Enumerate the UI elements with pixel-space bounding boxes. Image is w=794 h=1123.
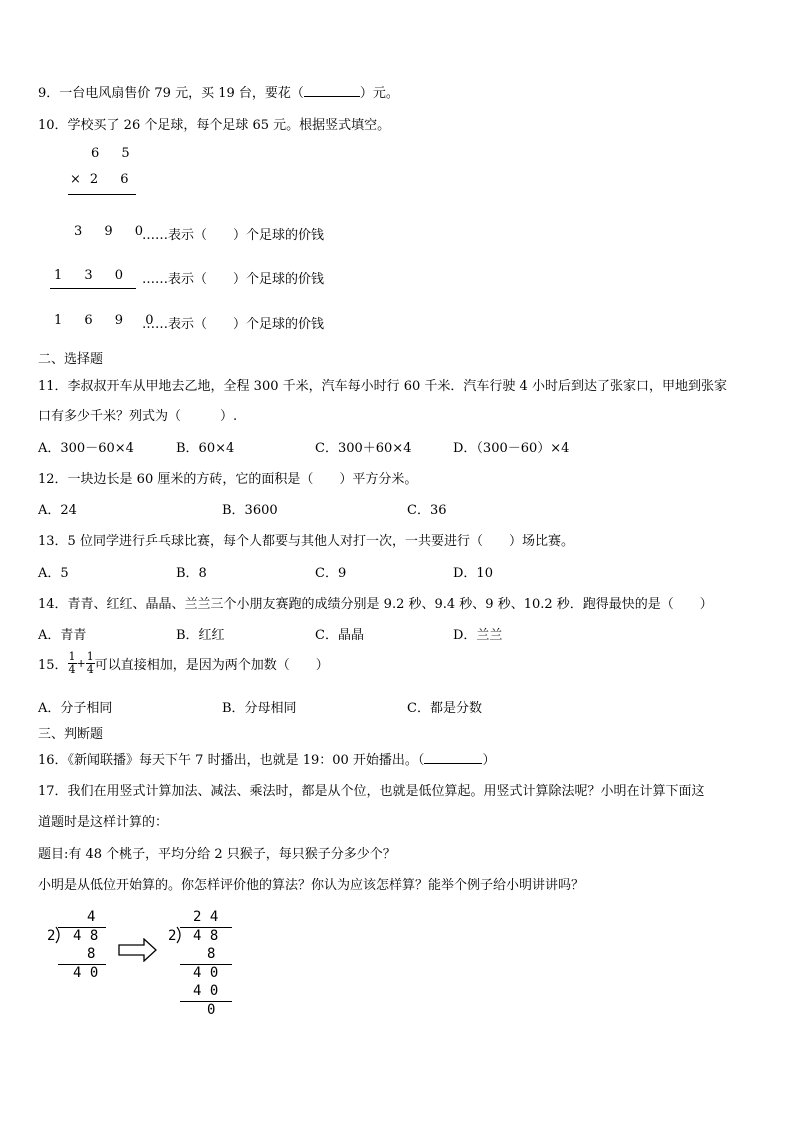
- option-d[interactable]: [453, 624, 502, 643]
- q16-text-end: ）: [482, 753, 496, 768]
- option-c[interactable]: C．都是分数: [407, 701, 482, 716]
- q16-text: 16．《新闻联播》每天下午 7 时播出，也就是 19：00 开始播出。（: [38, 753, 425, 768]
- q9-text-end: ）元。: [359, 86, 399, 101]
- option-b[interactable]: B．红红: [176, 628, 225, 643]
- fraction-2: [86, 651, 95, 676]
- answer-blank[interactable]: [424, 751, 482, 764]
- partial-note-2: ……表示（ ）个足球的价钱: [142, 272, 325, 287]
- question-16: [38, 749, 495, 768]
- option-c[interactable]: C．晶晶: [315, 628, 364, 643]
- partial-product-2: 1 3 0: [54, 268, 133, 283]
- q15-number: 15．: [38, 658, 68, 673]
- option-b[interactable]: B．分母相同: [222, 701, 297, 716]
- calc-line: [68, 194, 136, 195]
- answer-blank[interactable]: [304, 84, 360, 97]
- left-divisor: 2: [47, 928, 56, 944]
- question-17-line2: 道题时是这样计算的：: [38, 815, 169, 830]
- fraction-numerator: 1: [86, 650, 94, 663]
- question-11-line2: 口有多少千米？列式为（ ）.: [38, 409, 238, 424]
- left-step1: 8: [87, 946, 96, 962]
- right-step2: 4 0: [193, 965, 219, 981]
- fraction-1: [68, 651, 77, 676]
- option-a[interactable]: A．300－60×4: [38, 441, 134, 456]
- fraction-numerator: 1: [68, 650, 76, 663]
- partial-product-1: 3 9 0: [74, 224, 153, 239]
- option-d[interactable]: D．（300－60）×4: [453, 441, 570, 456]
- left-quotient: 4: [87, 909, 96, 925]
- product: 1 6 9 0: [54, 313, 163, 328]
- fraction-denominator: 4: [86, 663, 94, 676]
- plus-sign: +: [76, 657, 86, 670]
- calc-line: [50, 288, 136, 289]
- option-a[interactable]: A．分子相同: [38, 701, 113, 716]
- division-line: [180, 1001, 232, 1002]
- question-13: 13．5 位同学进行乒乓球比赛，每个人都要与其他人对打一次，一共要进行（ ）场比赛。: [38, 534, 574, 549]
- option-d-label: D．兰兰: [453, 628, 503, 643]
- option-c[interactable]: C．9: [315, 566, 347, 581]
- right-remainder: 0: [207, 1002, 216, 1018]
- option-b[interactable]: B．8: [176, 566, 207, 581]
- question-9: [38, 82, 399, 101]
- multiplicand: 6 5: [91, 146, 139, 161]
- right-divisor: 2: [168, 928, 177, 944]
- question-14: 14．青青、红红、晶晶、兰兰三个小朋友赛跑的成绩分别是 9.2 秒、9.4 秒、9 秒、10.2 秒．跑得最快的是（ ）: [38, 597, 713, 612]
- question-17-line1: 17．我们在用竖式计算加法、减法、乘法时，都是从个位，也就是低位算起。用竖式计算除法呢？小明在计算下面这: [38, 784, 705, 799]
- right-dividend: 4 8: [193, 928, 219, 944]
- question-11-line1: 11．李叔叔开车从甲地去乙地，全程 300 千米，汽车每小时行 60 千米．汽车行驶 4 小时后到达了张家口，甲地到张家: [38, 379, 727, 394]
- question-15: [38, 651, 329, 676]
- q15-text: 可以直接相加，是因为两个加数（ ）: [94, 658, 329, 673]
- option-d[interactable]: D．10: [453, 566, 493, 581]
- right-step3: 4 0: [193, 983, 219, 999]
- question-12: 12．一块边长是 60 厘米的方砖，它的面积是（ ）平方分米。: [38, 472, 418, 487]
- right-step1: 8: [207, 946, 216, 962]
- section-heading-choice: 二、选择题: [38, 352, 104, 367]
- division-bracket-icon: [176, 926, 184, 944]
- option-c[interactable]: C．300＋60×4: [315, 441, 412, 456]
- partial-note-3: ……表示（ ）个足球的价钱: [142, 317, 325, 332]
- fraction-denominator: 4: [68, 663, 76, 676]
- left-step2: 4 0: [73, 965, 99, 981]
- section-heading-judge: 三、判断题: [38, 727, 104, 742]
- right-quotient: 2 4: [193, 909, 219, 925]
- multiplier: ×2 6: [70, 172, 138, 187]
- q9-text: 9．一台电风扇售价 79 元，买 19 台，要花（: [38, 86, 304, 101]
- option-a[interactable]: A．24: [38, 503, 77, 518]
- question-17-line4: 小明是从低位开始算的。你怎样评价他的算法？你认为应该怎样算？能举个例子给小明讲讲吗？: [38, 878, 585, 893]
- option-a[interactable]: A．青青: [38, 628, 87, 643]
- right-arrow-icon: [118, 938, 158, 962]
- option-b[interactable]: B．60×4: [176, 441, 235, 456]
- option-a[interactable]: A．5: [38, 566, 69, 581]
- question-17-line3: 题目:有 48 个桃子，平均分给 2 只猴子，每只猴子分多少个？: [38, 847, 396, 862]
- division-bracket-icon: [55, 926, 63, 944]
- question-10: 10．学校买了 26 个足球，每个足球 65 元。根据竖式填空。: [38, 118, 391, 133]
- option-b[interactable]: B．3600: [222, 503, 278, 518]
- partial-note-1: ……表示（ ）个足球的价钱: [142, 228, 325, 243]
- option-c[interactable]: C．36: [407, 503, 447, 518]
- left-dividend: 4 8: [73, 928, 99, 944]
